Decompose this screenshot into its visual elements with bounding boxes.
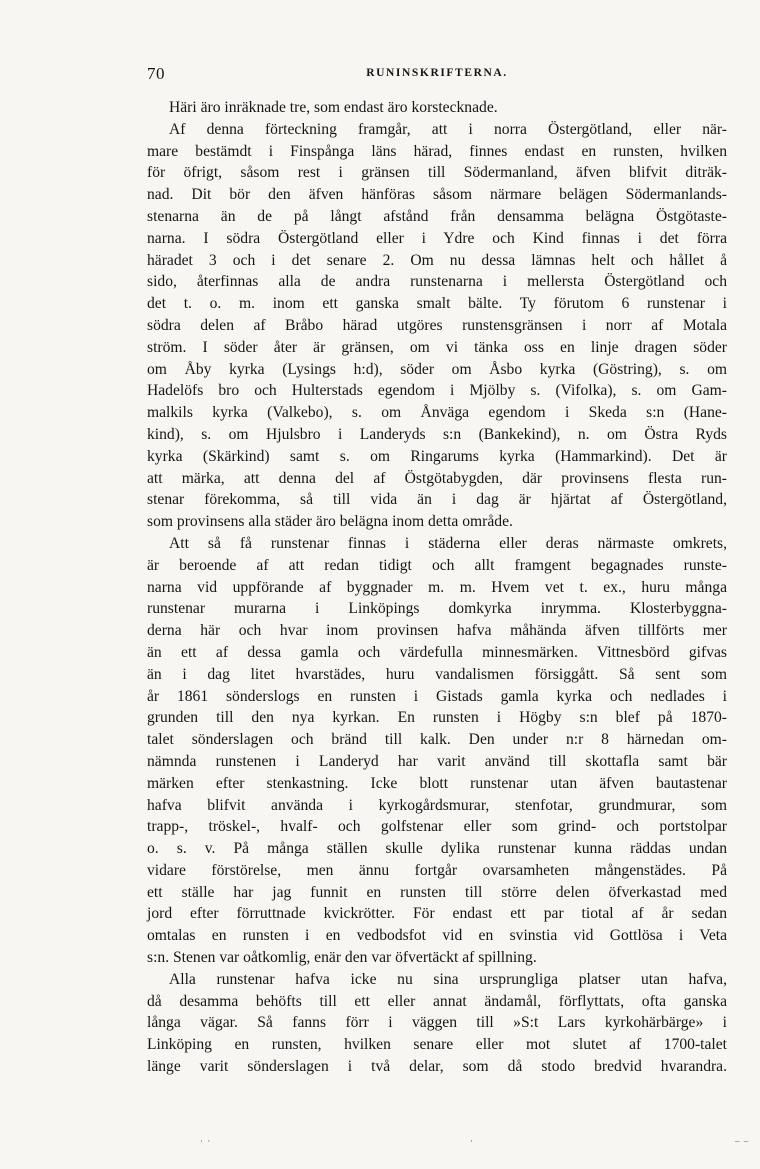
text-line: Hadelöfs bro och Hulterstads egendom i Mjölby s. (Vifolka), s. om Gam- xyxy=(147,382,727,400)
text-line: stenarna än de på långt afstånd från densamma belägna Östgötaste- xyxy=(147,207,727,225)
running-title: RUNINSKRIFTERNA. xyxy=(366,67,508,79)
text-line: talet sönderslagen och bränd till kalk. Den under n:r 8 härnedan om- xyxy=(147,731,727,749)
text-line: omtalas en runsten i en vedbodsfot vid en svinstia vid Gottlösa i Veta xyxy=(147,927,727,945)
text-line: Häri äro inräknade tre, som endast äro korstecknade. xyxy=(169,99,498,116)
text-line: jord efter förruttnade kvickrötter. För endast ett par tiotal af år sedan xyxy=(147,905,727,923)
scan-mark: · · xyxy=(200,1136,212,1146)
text-line: kind), s. om Hjulsbro i Landeryds s:n (Bankekind), n. om Östra Ryds xyxy=(147,425,727,443)
scan-mark: – – xyxy=(735,1136,750,1146)
text-line: ett ställe har jag funnit en runsten till större delen öfverkastad med xyxy=(147,883,727,901)
page-number: 70 xyxy=(147,64,165,83)
text-line: hafva blifvit använda i kyrkogårdsmurar, stenfotar, grundmurar, som xyxy=(147,796,727,814)
text-line: Linköping en runsten, hvilken senare eller mot slutet af 1700-talet xyxy=(147,1036,727,1054)
text-line: nämnda runstenen i Landeryd har varit använd till skottafla samt bär xyxy=(147,752,727,770)
text-line: mare bestämdt i Finspånga läns härad, finnes endast en runsten, hvilken xyxy=(147,142,727,160)
text-line: s:n. Stenen var oåtkomlig, enär den var öfvertäckt af spillning. xyxy=(147,949,537,967)
text-line: derna här och hvar inom provinsen hafva måhända äfven tillförts mer xyxy=(147,622,727,640)
running-head xyxy=(147,64,727,86)
text-line: än ett af dessa gamla och värdefulla minnesmärken. Vittnesbörd gifvas xyxy=(147,643,727,661)
text-line: Att så få runstenar finnas i städerna eller deras närmaste omkrets, xyxy=(169,534,727,552)
text-line: att märka, att denna del af Östgötabygden, där provinsens flesta run- xyxy=(147,469,727,487)
text-line: häradet 3 och i det senare 2. Om nu dessa lämnas helt och hållet å xyxy=(147,251,727,269)
text-line: sido, återfinnas alla de andra runstenarna i mellersta Östergötland och xyxy=(147,273,727,291)
text-line: nad. Dit bör den äfven hänföras såsom närmare belägen Södermanlands- xyxy=(147,186,727,204)
text-line: vidare förstörelse, men ännu fortgår ovarsamheten mångenstädes. På xyxy=(147,861,727,879)
text-line: runstenar murarna i Linköpings domkyrka inrymma. Klosterbyggna- xyxy=(147,600,727,618)
text-line: grunden till den nya kyrkan. En runsten i Högby s:n blef på 1870- xyxy=(147,709,727,727)
text-line: det t. o. m. inom ett ganska smalt bälte. Ty förutom 6 runstenar i xyxy=(147,295,727,313)
text-line: o. s. v. På många ställen skulle dylika runstenar kunna räddas undan xyxy=(147,840,727,858)
scan-edge-marks xyxy=(0,1136,760,1148)
text-line: malkils kyrka (Valkebo), s. om Ånväga egendom i Skeda s:n (Hane- xyxy=(147,404,727,422)
text-line: södra delen af Bråbo härad utgöres runstensgränsen i norr af Motala xyxy=(147,316,727,334)
scan-mark: · xyxy=(470,1136,474,1146)
text-line: som provinsens alla städer äro belägna inom detta område. xyxy=(147,513,513,531)
text-line: trapp-, tröskel-, hvalf- och golfstenar eller som grind- och portstolpar xyxy=(147,818,727,836)
text-line: än i dag litet hvarstädes, huru vandalismen försiggått. Så sent som xyxy=(147,665,727,683)
text-line: narna vid uppförande af byggnader m. m. Hvem vet t. ex., huru många xyxy=(147,578,727,596)
text-line: långa vägar. Så fanns förr i väggen till »S:t Lars kyrkohärbärge» i xyxy=(147,1014,727,1032)
text-line: märken efter stenkastning. Icke blott runstenar utan äfven bautastenar xyxy=(147,774,727,792)
text-line: Alla runstenar hafva icke nu sina ursprungliga platser utan hafva, xyxy=(169,970,727,988)
text-line: då desamma behöfts till ett eller annat ändamål, förflyttats, ofta ganska xyxy=(147,992,727,1010)
text-line: är beroende af att redan tidigt och allt framgent begagnades runste- xyxy=(147,556,727,574)
text-line: narna. I södra Östergötland eller i Ydre och Kind finnas i det förra xyxy=(147,229,727,247)
text-line: länge varit sönderslagen i två delar, som då stodo bredvid hvarandra. xyxy=(147,1058,727,1076)
body-text xyxy=(147,97,727,1078)
text-line: kyrka (Skärkind) samt s. om Ringarums kyrka (Hammarkind). Det är xyxy=(147,447,727,465)
text-line: om Åby kyrka (Lysings h:d), söder om Åsbo kyrka (Göstring), s. om xyxy=(147,360,727,378)
text-line: stenar förekomma, så till vida än i dag är hjärtat af Östergötland, xyxy=(147,491,727,509)
text-line: år 1861 sönderslogs en runsten i Gistads gamla kyrka och nedlades i xyxy=(147,687,727,705)
text-line: ström. I söder åter är gränsen, om vi tänka oss en linje dragen söder xyxy=(147,338,727,356)
text-line: Af denna förteckning framgår, att i norra Östergötland, eller när- xyxy=(169,120,727,138)
text-line: för öfrigt, såsom rest i gränsen till Södermanland, äfven blifvit diträk- xyxy=(147,164,727,182)
